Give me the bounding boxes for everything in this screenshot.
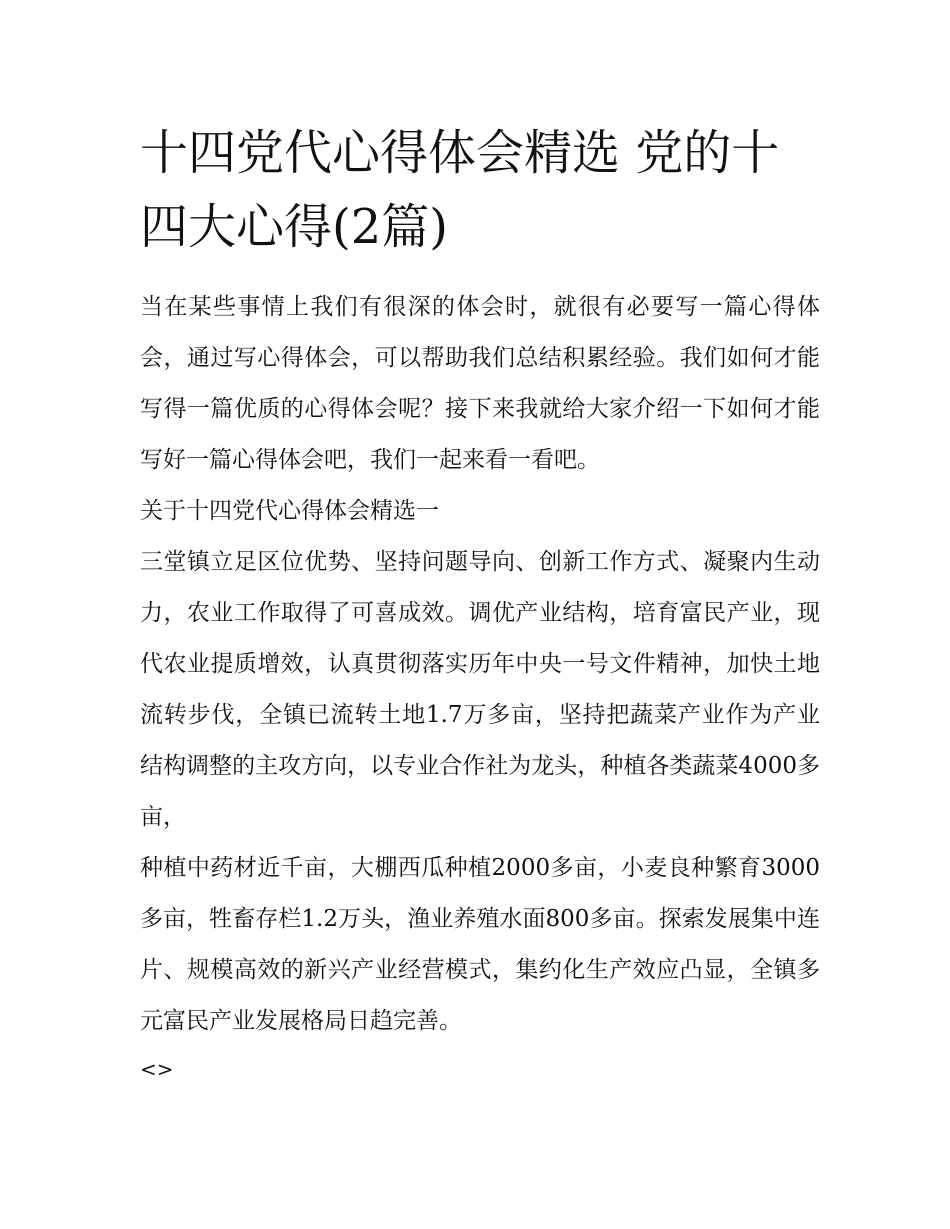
intro-paragraph: 当在某些事情上我们有很深的体会时，就很有必要写一篇心得体会，通过写心得体会，可以帮助我们总结积累经验。我们如何才能写得一篇优质的心得体会呢？接下来我就给大家介绍一下如何才能写好一篇心得体会吧，我们一起来看一看吧。 [140, 294, 820, 473]
page-nav-marker[interactable]: <> [140, 1057, 174, 1081]
section-heading: 关于十四党代心得体会精选一 [140, 498, 439, 524]
body-paragraph: 种植中药材近千亩，大棚西瓜种植2000多亩，小麦良种繁育3000多亩，牲畜存栏1.2万头，渔业养殖水面800多亩。探索发展集中连片、规模高效的新兴产业经营模式，集约化生产效应凸显，全镇多元富民产业发展格局日趋完善。 [140, 855, 820, 1034]
body-paragraph: 三堂镇立足区位优势、坚持问题导向、创新工作方式、凝聚内生动力，农业工作取得了可喜成效。调优产业结构，培育富民产业，现代农业提质增效，认真贯彻落实历年中央一号文件精神，加快土地流转步伐，全镇已流转土地1.7万多亩，坚持把蔬菜产业作为产业结构调整的主攻方向，以专业合作社为龙头，种植各类蔬菜4000多亩， [140, 549, 820, 830]
document-title: 十四党代心得体会精选 党的十四大心得(2篇) [140, 125, 780, 255]
document-page [140, 116, 820, 1087]
